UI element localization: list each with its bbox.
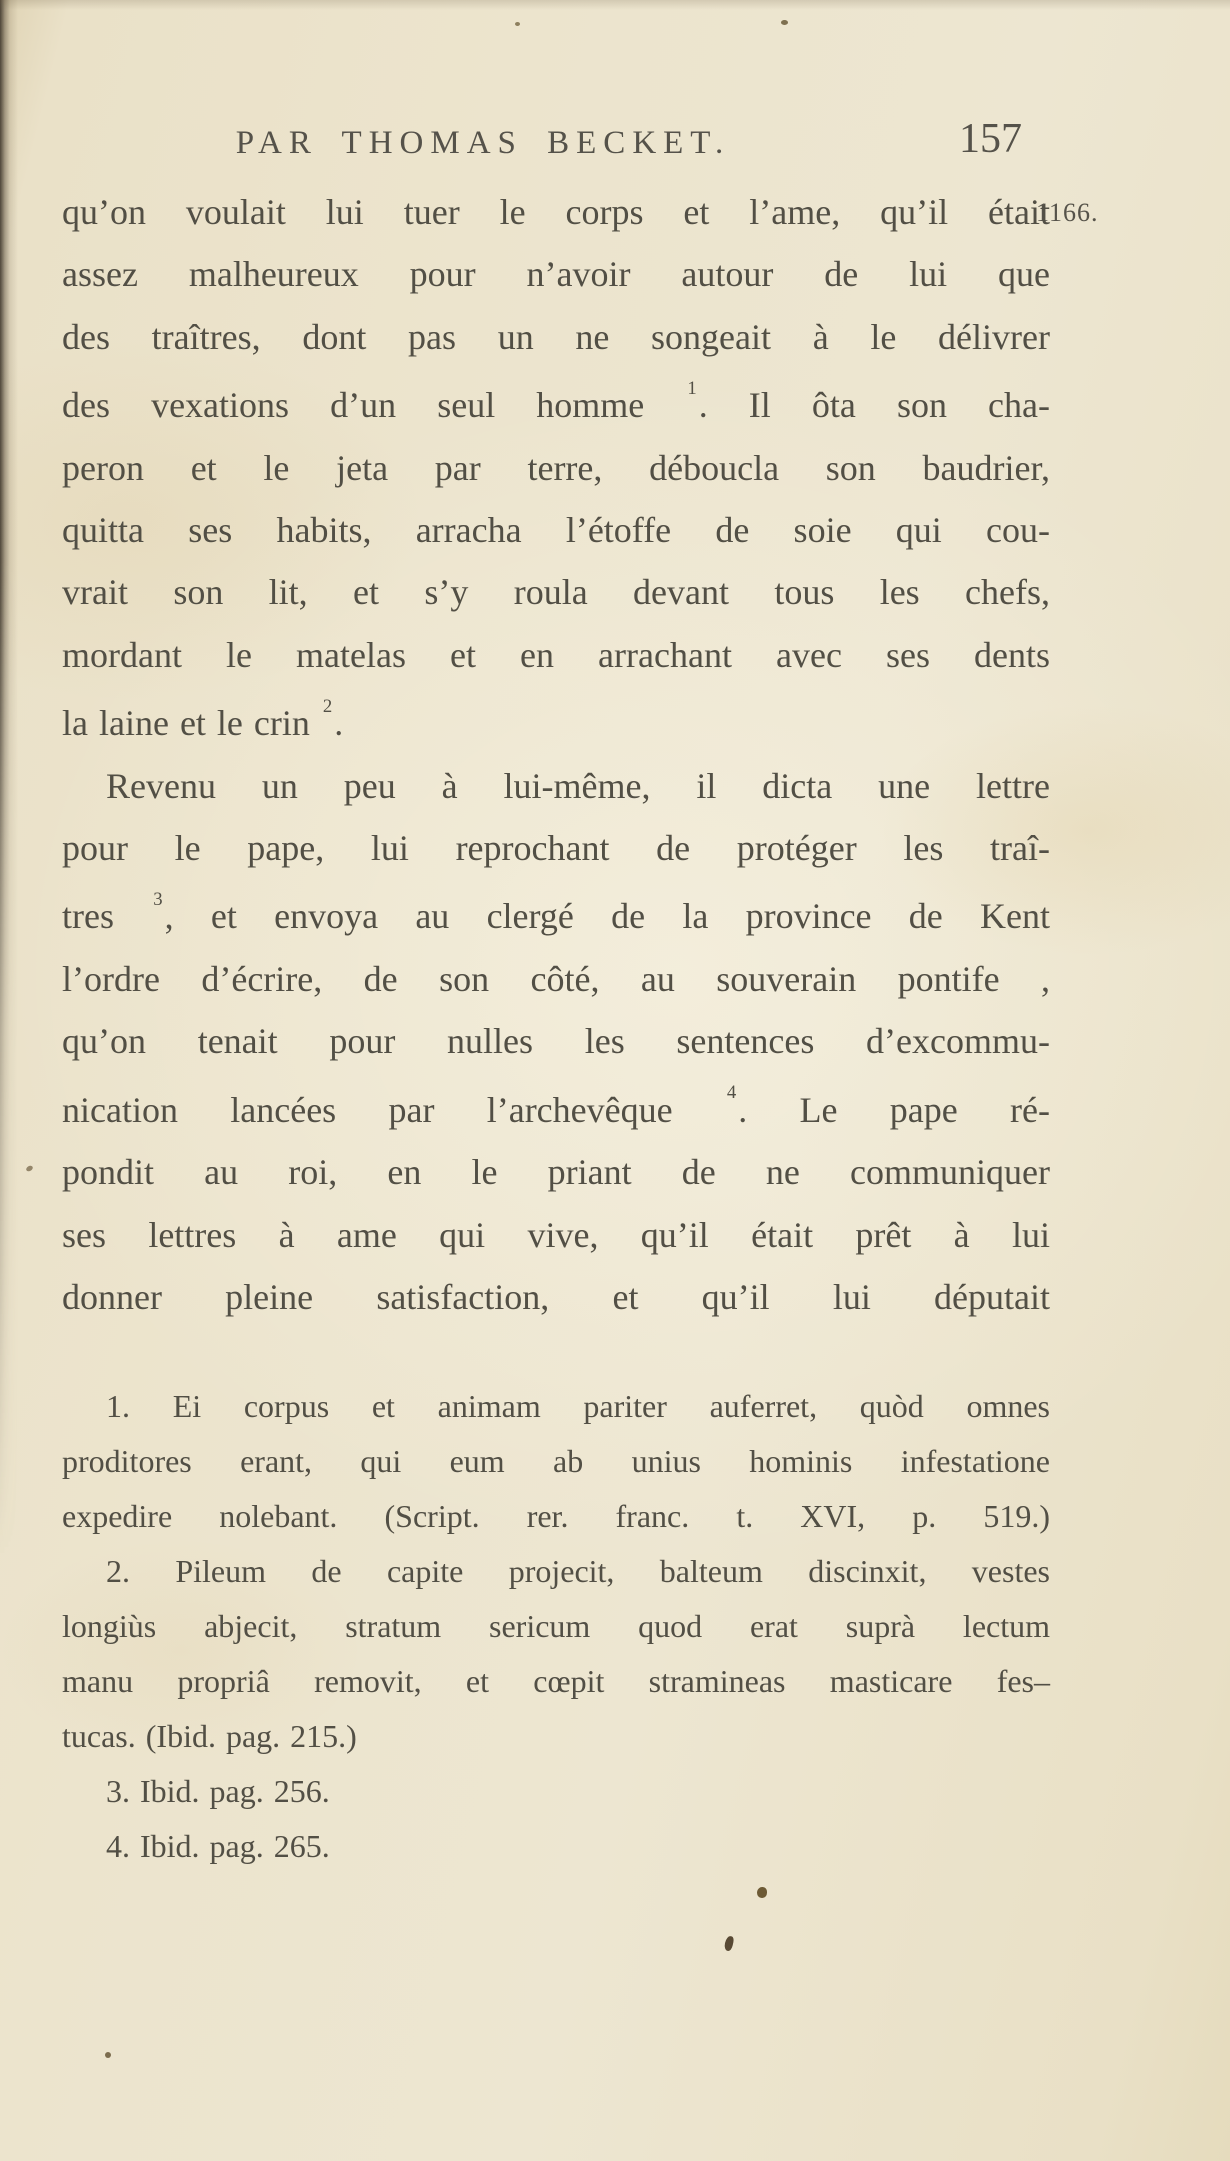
text-line: nication lancées par l’archevêque $^4$. Le pape ré-: [62, 1082, 1050, 1130]
footnote-ref: 4: [726, 1082, 737, 1104]
paragraph-2: [62, 755, 1050, 1329]
text-line: pondit au roi, en le priant de ne communiquer: [62, 1152, 1050, 1193]
text-line: 1. Ei corpus et animam pariter auferret, quòd omnes: [106, 1388, 1050, 1424]
text-line: des vexations d’un seul homme $^1$. Il ôta son cha-: [62, 377, 1050, 426]
text-line: 4. Ibid. pag. 265.: [106, 1828, 330, 1864]
text-line: ses lettres à ame qui vive, qu’il était prêt à lui: [62, 1214, 1050, 1255]
footnote-block: [62, 1379, 1050, 1874]
ink-speck: [105, 2052, 111, 2058]
text-line: expedire nolebant. (Script. rer. franc. t. XVI, p. 519.): [62, 1498, 1050, 1534]
text-line: proditores erant, qui eum ab unius hominis infestatione: [62, 1443, 1050, 1479]
text-line: tucas. (Ibid. pag. 215.): [62, 1718, 357, 1754]
page-gutter-shadow: [0, 0, 18, 2161]
text-line: l’ordre d’écrire, de son côté, au souverain pontife ,: [62, 958, 1050, 999]
text-line: peron et le jeta par terre, déboucla son baudrier,: [62, 447, 1050, 488]
ink-speck: [25, 1165, 34, 1173]
page-number: 157: [959, 116, 1022, 162]
body-text: [62, 181, 1050, 1328]
text-line: assez malheureux pour n’avoir autour de lui que: [62, 254, 1050, 295]
page-top-shadow: [0, 0, 1230, 10]
footnote-ref: 2: [322, 695, 333, 717]
text-line: Revenu un peu à lui-même, il dicta une lettre: [106, 765, 1050, 806]
footnote-ref: 1: [687, 377, 697, 399]
text-line: longiùs abjecit, stratum sericum quod erat suprà lectum: [62, 1608, 1050, 1644]
text-line: qu’on tenait pour nulles les sentences d’excommu-: [62, 1021, 1050, 1062]
ink-speck: [781, 20, 788, 25]
ink-speck: [724, 1935, 735, 1951]
paragraph-1: [62, 181, 1050, 755]
running-head-title: PAR THOMAS BECKET.: [235, 125, 731, 161]
text-line: mordant le matelas et en arrachant avec ses dents: [62, 634, 1050, 675]
text-line: qu’on voulait lui tuer le corps et l’ame, qu’il était: [62, 192, 1050, 232]
text-line: donner pleine satisfaction, et qu’il lui députait: [62, 1276, 1050, 1317]
margin-year-note: 1166.: [1036, 198, 1099, 227]
text-line: manu propriâ removit, et cœpit stramineas masticare fes–: [62, 1663, 1050, 1699]
text-line: des traîtres, dont pas un ne songeait à le délivrer: [62, 316, 1050, 357]
ink-speck: [515, 22, 520, 26]
text-line: tres $^3$, et envoya au clergé de la province de Kent: [62, 889, 1050, 937]
text-line: 3. Ibid. pag. 256.: [106, 1773, 330, 1809]
text-line: pour le pape, lui reprochant de protéger les traî-: [62, 828, 1050, 869]
text-line: 2. Pileum de capite projecit, balteum discinxit, vestes: [106, 1553, 1050, 1589]
text-line: quitta ses habits, arracha l’étoffe de soie qui cou-: [62, 510, 1050, 551]
footnote-ref: 3: [153, 889, 163, 911]
ink-speck: [757, 1887, 767, 1898]
text-line: la laine et le crin $^2$.: [62, 695, 344, 744]
text-line: vrait son lit, et s’y roula devant tous les chefs,: [62, 572, 1050, 613]
